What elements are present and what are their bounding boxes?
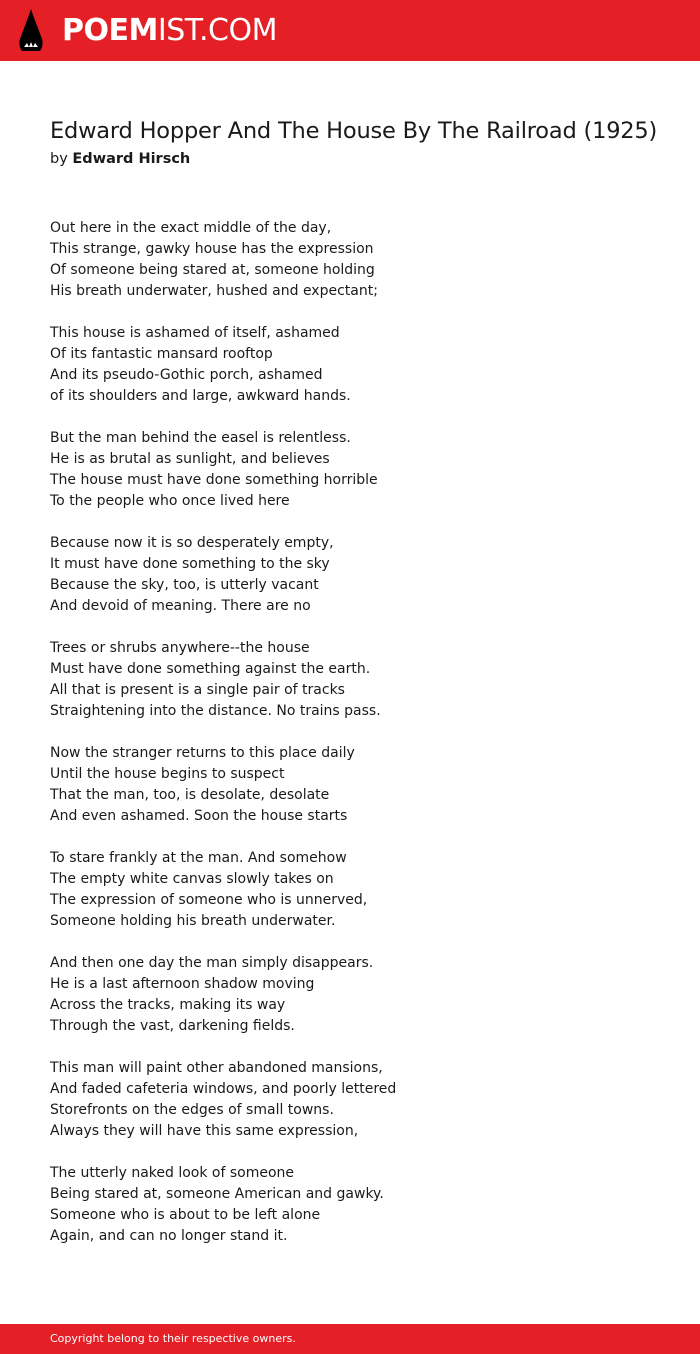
poem-line: Someone holding his breath underwater.: [50, 913, 336, 929]
poem-stanza: [50, 323, 670, 407]
author-name: Edward Hirsch: [72, 151, 191, 167]
poem-line: Through the vast, darkening fields.: [50, 1018, 295, 1034]
poem-line: Of its fantastic mansard rooftop: [50, 346, 273, 362]
poem-line: The utterly naked look of someone: [50, 1165, 295, 1181]
poem-line: He is as brutal as sunlight, and believes: [50, 451, 330, 467]
poem-stanza: [50, 953, 670, 1037]
poem-line: All that is present is a single pair of tracks: [50, 682, 345, 698]
poem-title: Edward Hopper And The House By The Railroad (1925): [50, 118, 658, 144]
poem-line: And its pseudo-Gothic porch, ashamed: [50, 367, 323, 383]
poem-line: To stare frankly at the man. And somehow: [50, 850, 347, 866]
poem-line: Because now it is so desperately empty,: [50, 535, 334, 551]
poem-line: The house must have done something horrible: [50, 472, 378, 488]
poem-line: And then one day the man simply disappears.: [50, 955, 374, 971]
poem-stanza: [50, 743, 670, 827]
poem-line: The empty white canvas slowly takes on: [50, 871, 334, 887]
site-logo-link[interactable]: [62, 12, 277, 50]
poem-stanza: [50, 1058, 670, 1142]
poem-line: This man will paint other abandoned mansions,: [50, 1060, 383, 1076]
poem-line: Across the tracks, making its way: [50, 997, 286, 1013]
poem-line: That the man, too, is desolate, desolate: [50, 787, 330, 803]
poem-line: Being stared at, someone American and gawky.: [50, 1186, 384, 1202]
poem-line: It must have done something to the sky: [50, 556, 330, 572]
poem-line: To the people who once lived here: [50, 493, 290, 509]
poem-line: Always they will have this same expression,: [50, 1123, 359, 1139]
poem-line: Of someone being stared at, someone holding: [50, 262, 375, 278]
poem-line: Storefronts on the edges of small towns.: [50, 1102, 334, 1118]
poem-stanza: [50, 533, 670, 617]
poem-line: Because the sky, too, is utterly vacant: [50, 577, 319, 593]
logo-text-light: IST.COM: [157, 13, 277, 48]
pen-nib-icon: [18, 9, 44, 53]
poem-line: This strange, gawky house has the expression: [50, 241, 374, 257]
poem-line: Again, and can no longer stand it.: [50, 1228, 288, 1244]
poem-byline: [50, 148, 190, 170]
poem-line: Straightening into the distance. No trains pass.: [50, 703, 381, 719]
poem-stanza: [50, 218, 670, 302]
poem-stanza: [50, 428, 670, 512]
poem-line: And even ashamed. Soon the house starts: [50, 808, 348, 824]
poem-line: He is a last afternoon shadow moving: [50, 976, 315, 992]
poem-stanza: [50, 848, 670, 932]
poem-line: Until the house begins to suspect: [50, 766, 285, 782]
poem-line: of its shoulders and large, awkward hands.: [50, 388, 351, 404]
poem-line: And devoid of meaning. There are no: [50, 598, 311, 614]
poem-line: Out here in the exact middle of the day,: [50, 220, 332, 236]
poem-line: And faded cafeteria windows, and poorly lettered: [50, 1081, 397, 1097]
poem-line: This house is ashamed of itself, ashamed: [50, 325, 340, 341]
by-label: by: [50, 151, 68, 167]
poem-stanza: [50, 638, 670, 722]
site-footer: [0, 1324, 700, 1354]
poem-line: Now the stranger returns to this place daily: [50, 745, 355, 761]
copyright-notice: Copyright belong to their respective owners.: [50, 1332, 296, 1345]
poem-line: His breath underwater, hushed and expectant;: [50, 283, 378, 299]
poem-body: [50, 218, 670, 1268]
poem-line: Someone who is about to be left alone: [50, 1207, 321, 1223]
poem-line: Trees or shrubs anywhere--the house: [50, 640, 310, 656]
poem-line: The expression of someone who is unnerved,: [50, 892, 368, 908]
logo-text-bold: POEM: [62, 13, 158, 48]
poem-stanza: [50, 1163, 670, 1247]
site-header: [0, 0, 700, 61]
poem-line: But the man behind the easel is relentless.: [50, 430, 351, 446]
poem-line: Must have done something against the earth.: [50, 661, 371, 677]
